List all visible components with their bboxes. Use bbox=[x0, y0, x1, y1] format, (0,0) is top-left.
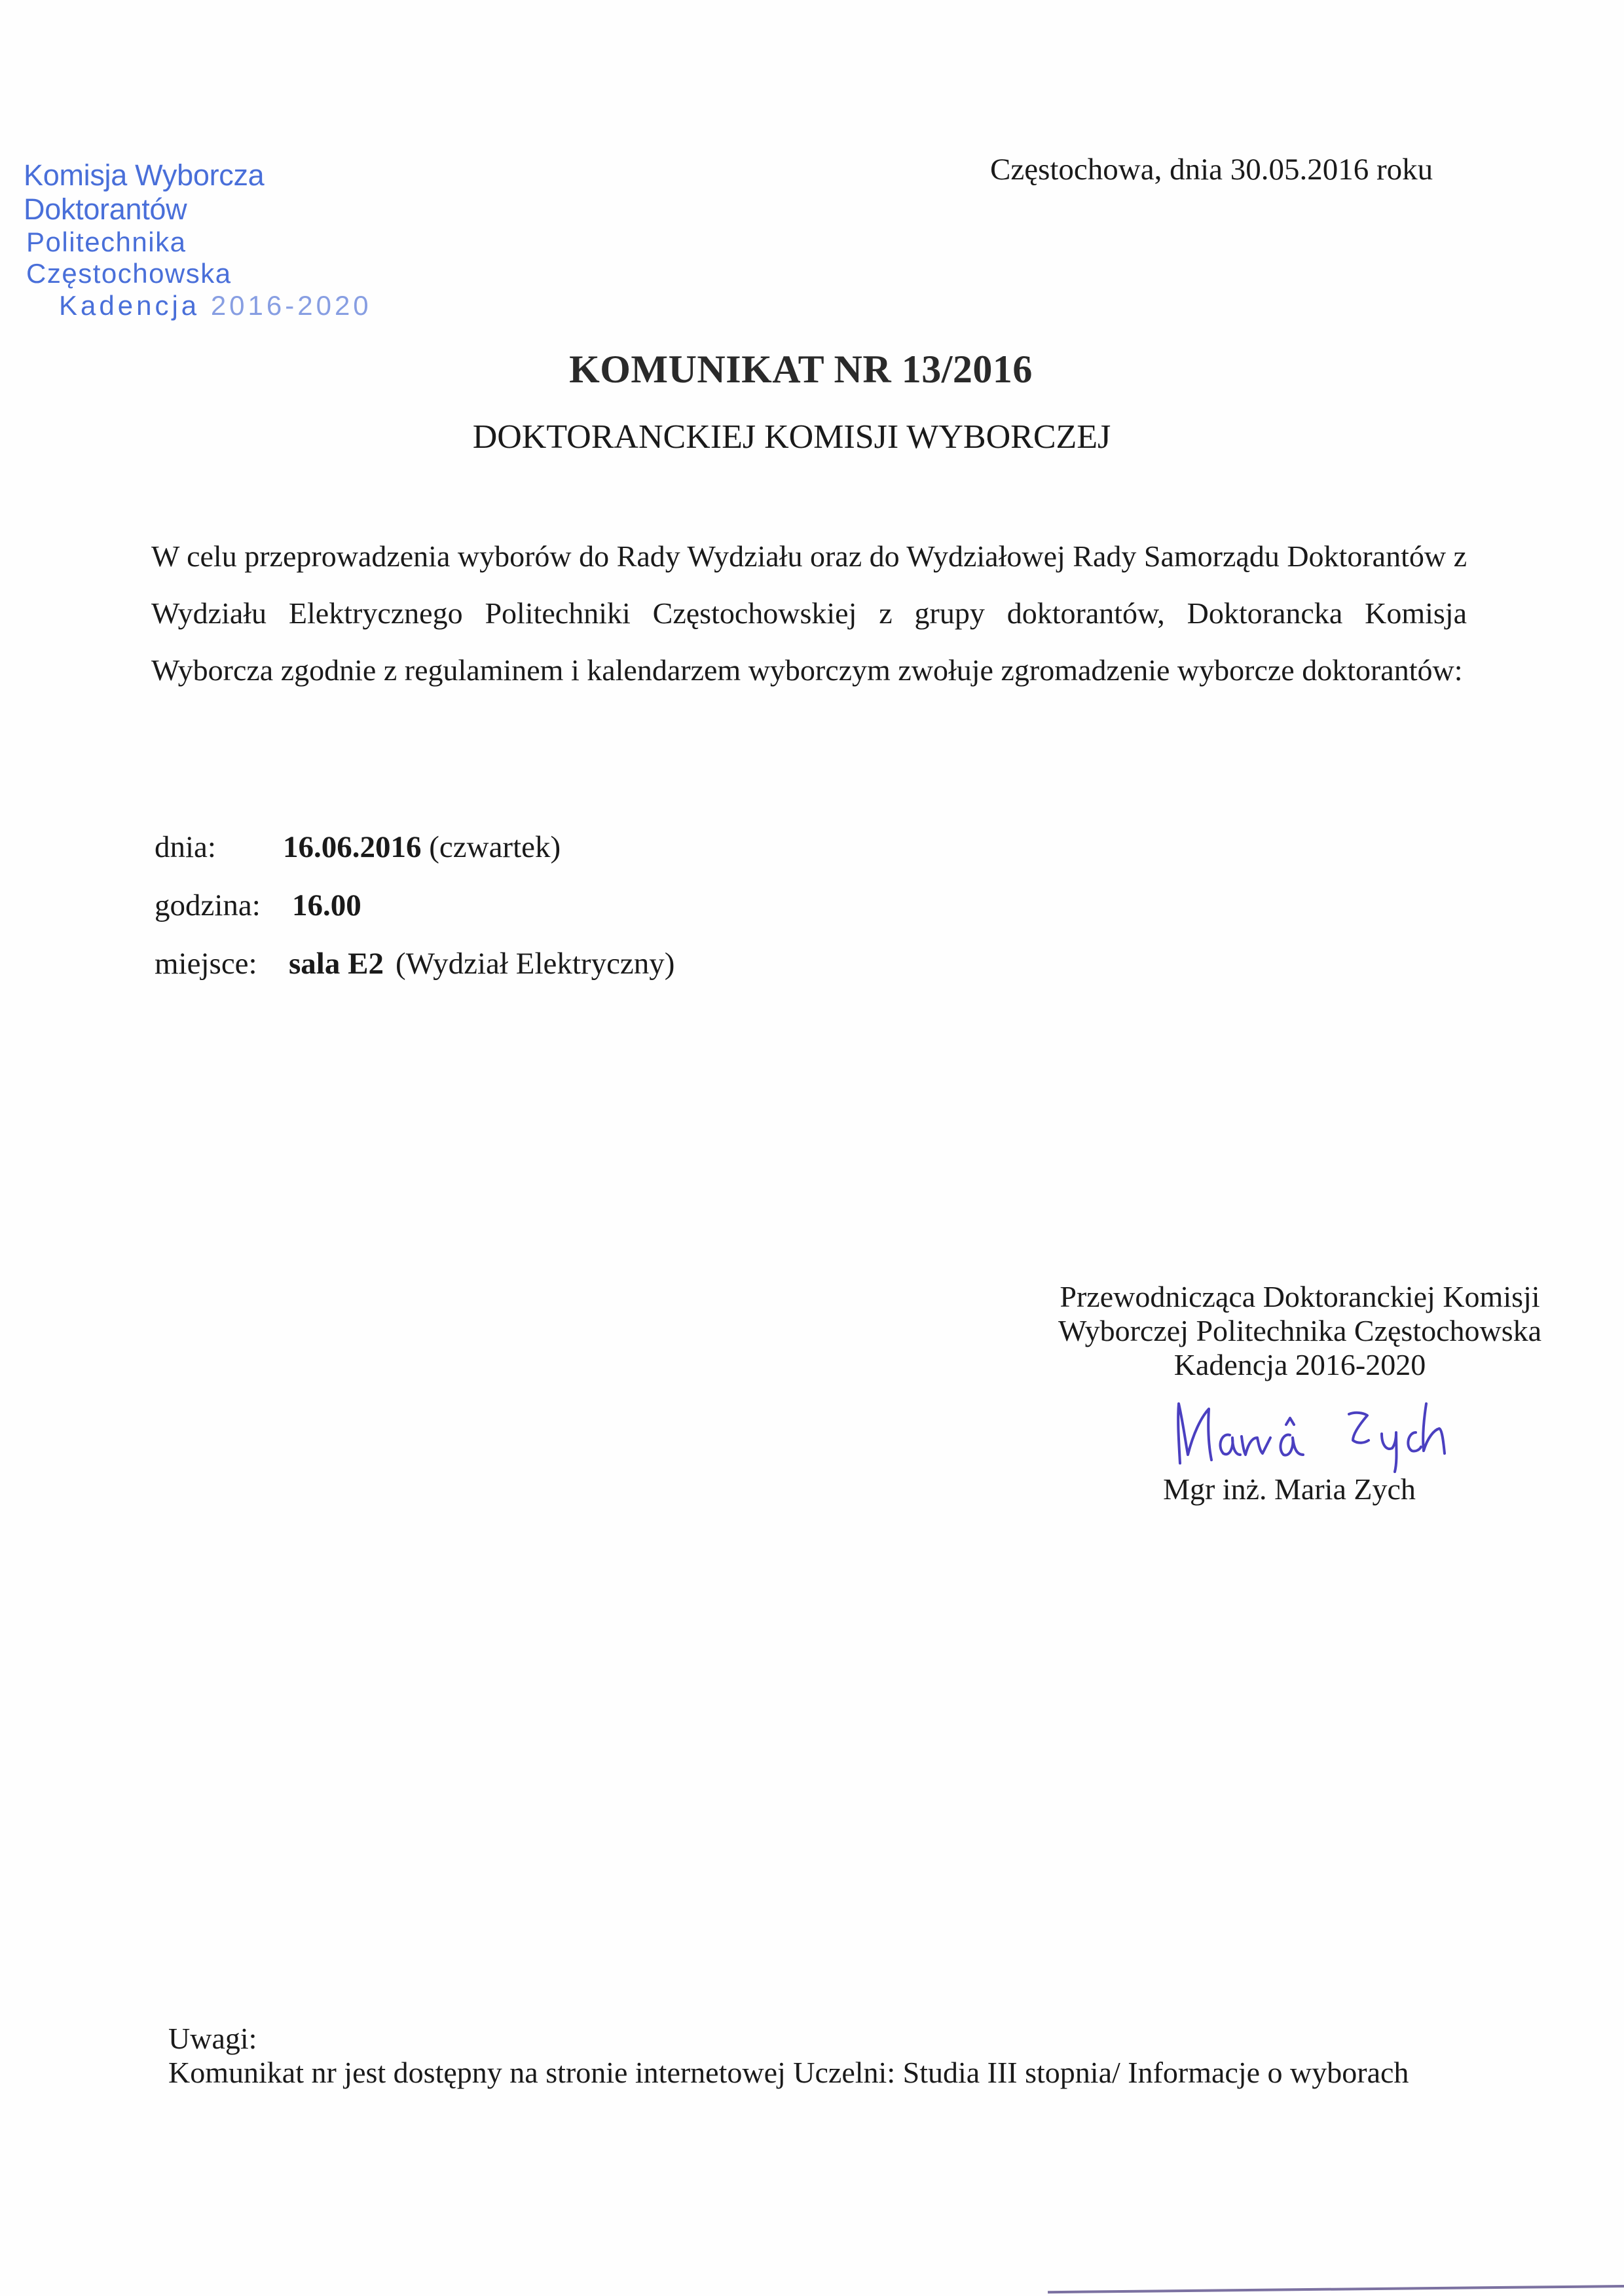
signer-name: Mgr inż. Maria Zych bbox=[1163, 1472, 1416, 1506]
detail-row-time bbox=[155, 877, 674, 935]
signature-stroke-z bbox=[1349, 1413, 1369, 1443]
signature-strokes bbox=[1159, 1394, 1473, 1473]
date-label: dnia: bbox=[155, 830, 216, 864]
time-value: 16.00 bbox=[292, 888, 361, 922]
signature-stroke-a1 bbox=[1220, 1434, 1240, 1455]
signatory-title-line-2: Wyborczej Politechnika Częstochowska bbox=[1058, 1314, 1542, 1347]
signature-stroke-a2 bbox=[1280, 1435, 1303, 1455]
stamp-term-label: Kadencja bbox=[59, 290, 211, 321]
time-label: godzina: bbox=[155, 888, 261, 922]
place-label: miejsce: bbox=[155, 947, 257, 981]
detail-row-date bbox=[155, 818, 674, 877]
signatory-title bbox=[1022, 1280, 1578, 1382]
official-stamp bbox=[24, 158, 390, 322]
place-value: sala E2 bbox=[289, 947, 384, 981]
signature-stroke-y bbox=[1382, 1432, 1397, 1472]
stamp-term-years: 2016-2020 bbox=[210, 290, 372, 321]
announcement-paragraph: W celu przeprowadzenia wyborów do Rady Wydziału oraz do Wydziałowej Rady Samorządu Doktorantów z Wydziału Elektrycznego Politechniki Częstochowskiej z grupy doktorantów, Doktorancka Komisja Wyborcza zgodnie z regulaminem i kalendarzem wyborczym zwołuje zgromadzenie wyborcze doktorantów: bbox=[151, 539, 1467, 687]
notes-section bbox=[168, 2022, 1412, 2090]
stamp-line-term bbox=[24, 289, 390, 322]
notes-text: Komunikat nr jest dostępny na stronie internetowej Uczelni: Studia III stopnia/ Informacje o wyborach bbox=[168, 2056, 1409, 2089]
detail-row-place bbox=[155, 935, 674, 993]
signature-stroke-h bbox=[1423, 1404, 1445, 1453]
stamp-line-committee: Komisja Wyborcza Doktorantów bbox=[24, 158, 265, 226]
meeting-details bbox=[155, 818, 674, 993]
date-weekday: (czwartek) bbox=[421, 830, 561, 864]
signature-stroke-ri bbox=[1242, 1436, 1270, 1455]
date-value: 16.06.2016 bbox=[283, 830, 422, 864]
document-subtitle: DOKTORANCKIEJ KOMISJI WYBORCZEJ bbox=[472, 418, 1111, 456]
handwritten-signature bbox=[1159, 1394, 1473, 1473]
document-title: KOMUNIKAT NR 13/2016 bbox=[569, 348, 1033, 391]
notes-heading: Uwagi: bbox=[168, 2022, 257, 2055]
signature-stroke-m bbox=[1178, 1404, 1211, 1463]
scan-edge-line bbox=[1048, 2285, 1624, 2293]
signatory-title-line-1: Przewodnicząca Doktoranckiej Komisji bbox=[1060, 1280, 1540, 1313]
place-and-date: Częstochowa, dnia 30.05.2016 roku bbox=[990, 153, 1433, 187]
signatory-title-line-3: Kadencja 2016-2020 bbox=[1173, 1348, 1426, 1381]
place-building: (Wydział Elektryczny) bbox=[395, 947, 675, 981]
signature-stroke-c bbox=[1408, 1432, 1421, 1451]
signature-stroke-accent bbox=[1286, 1418, 1294, 1425]
stamp-line-university: Politechnika Częstochowska bbox=[26, 227, 232, 289]
